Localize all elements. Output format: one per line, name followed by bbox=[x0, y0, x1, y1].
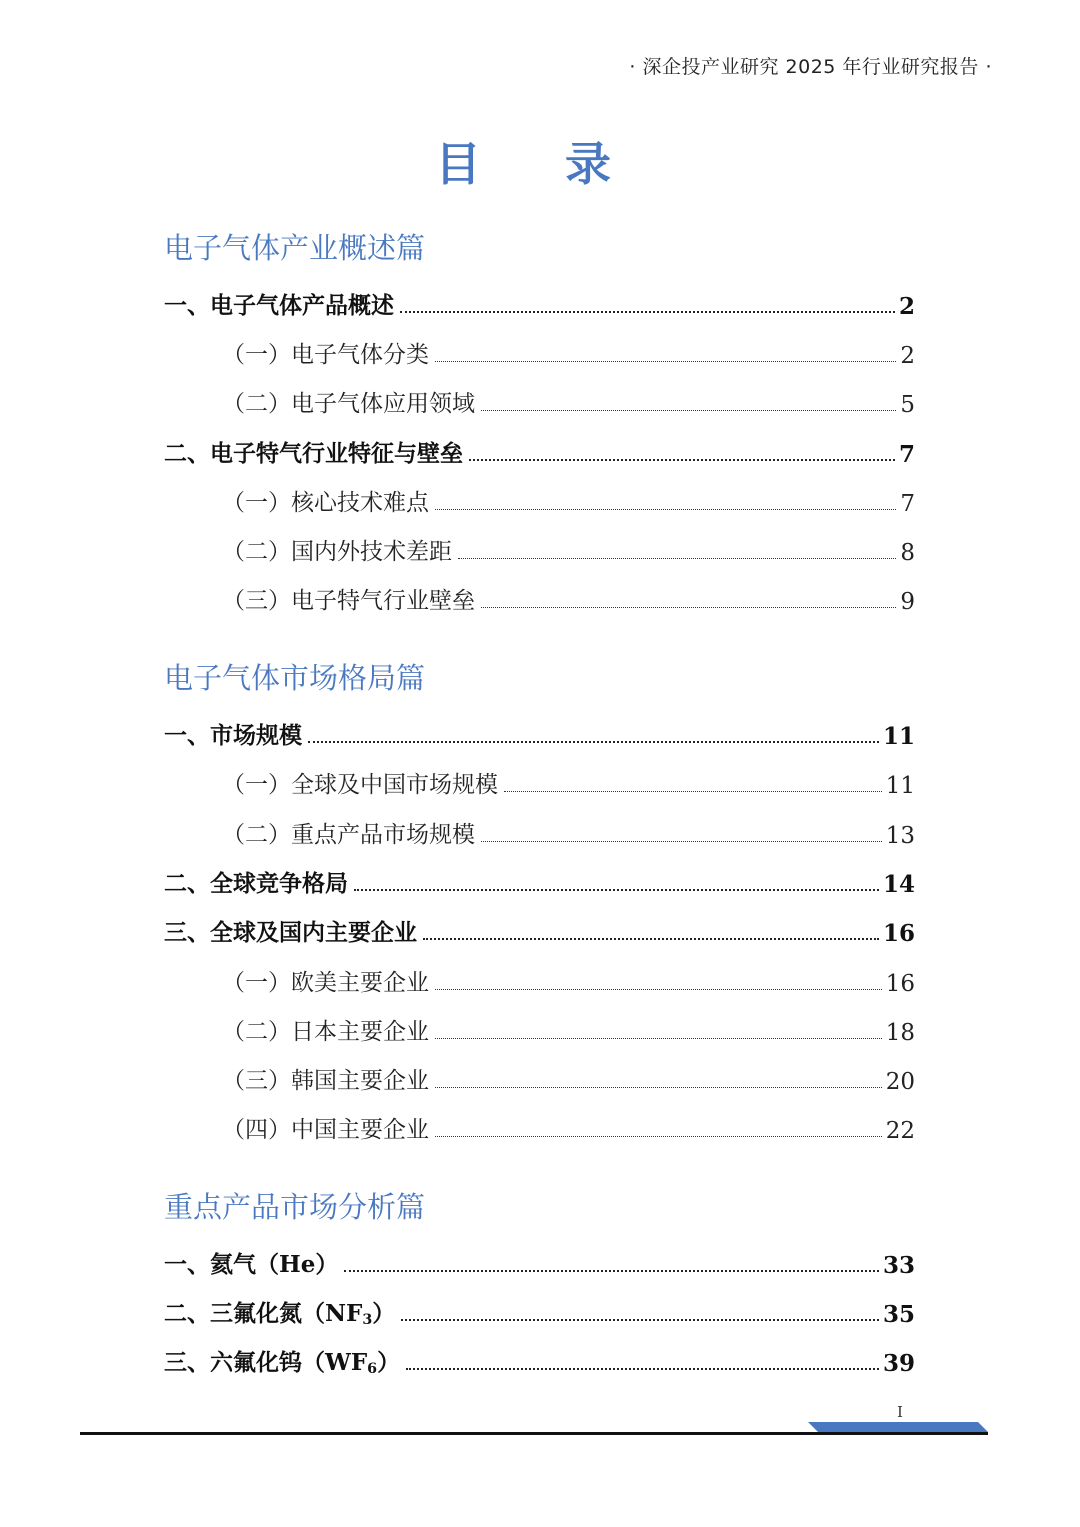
toc-entry[interactable] bbox=[222, 532, 915, 566]
toc-entry-page: 16 bbox=[882, 920, 915, 947]
dot-leader bbox=[435, 1038, 882, 1039]
toc-entry-label: 二、电子特气行业特征与壁垒 bbox=[164, 440, 463, 467]
toc-entry-label: 三、全球及国内主要企业 bbox=[164, 919, 417, 946]
toc-entry-page: 13 bbox=[885, 823, 915, 849]
dot-leader bbox=[435, 509, 896, 510]
dot-leader bbox=[400, 311, 895, 313]
dot-leader bbox=[469, 459, 895, 461]
section-title-overview: 电子气体产业概述篇 bbox=[164, 231, 426, 265]
dot-leader bbox=[435, 1136, 882, 1137]
toc-entry[interactable] bbox=[164, 286, 915, 320]
toc-entry-label: （四）中国主要企业 bbox=[222, 1117, 429, 1143]
toc-entry[interactable] bbox=[222, 1061, 915, 1095]
toc-entry-label: （二）重点产品市场规模 bbox=[222, 822, 475, 848]
toc-entry-label: （二）国内外技术差距 bbox=[222, 539, 452, 565]
toc-entry[interactable] bbox=[222, 1110, 915, 1144]
toc-entry[interactable] bbox=[164, 716, 915, 750]
toc-entry[interactable] bbox=[222, 384, 915, 418]
footer-accent-bar bbox=[808, 1422, 988, 1432]
dot-leader bbox=[435, 989, 882, 990]
toc-title: 目 录 bbox=[434, 137, 645, 191]
dot-leader bbox=[435, 1087, 882, 1088]
dot-leader bbox=[406, 1368, 879, 1370]
toc-entry-label: （一）电子气体分类 bbox=[222, 342, 429, 368]
toc-entry[interactable] bbox=[222, 483, 915, 517]
toc-entry-label: （三）电子特气行业壁垒 bbox=[222, 588, 475, 614]
dot-leader bbox=[344, 1270, 879, 1272]
dot-leader bbox=[504, 791, 882, 792]
dot-leader bbox=[481, 410, 896, 411]
dot-leader bbox=[458, 558, 896, 559]
toc-entry-label-end: ） bbox=[372, 1300, 396, 1327]
toc-entry-page: 33 bbox=[882, 1252, 915, 1279]
toc-entry-page: 20 bbox=[885, 1069, 915, 1095]
toc-entry-page: 7 bbox=[898, 441, 915, 468]
dot-leader bbox=[401, 1319, 879, 1321]
dot-leader bbox=[354, 889, 879, 891]
section-title-products: 重点产品市场分析篇 bbox=[164, 1190, 426, 1224]
toc-entry-label-main: 二、三氟化氮（NF bbox=[164, 1300, 363, 1327]
toc-entry-page: 11 bbox=[885, 773, 915, 799]
toc-entry-label: 一、电子气体产品概述 bbox=[164, 292, 394, 319]
toc-entry-page: 35 bbox=[882, 1301, 915, 1328]
toc-entry[interactable] bbox=[222, 335, 915, 369]
section-title-market: 电子气体市场格局篇 bbox=[164, 661, 426, 695]
toc-entry[interactable] bbox=[164, 1343, 915, 1377]
toc-entry-page: 2 bbox=[898, 293, 915, 320]
toc-entry-page: 9 bbox=[900, 589, 915, 615]
toc-entry-label: 一、市场规模 bbox=[164, 722, 302, 749]
toc-entry[interactable] bbox=[222, 815, 915, 849]
toc-entry-page: 5 bbox=[900, 392, 915, 418]
report-header: · 深企投产业研究 2025 年行业研究报告 · bbox=[629, 56, 992, 78]
toc-entry-page: 14 bbox=[882, 871, 915, 898]
toc-entry-label: （二）电子气体应用领域 bbox=[222, 391, 475, 417]
dot-leader bbox=[481, 841, 882, 842]
toc-entry-label: 二、全球竞争格局 bbox=[164, 870, 348, 897]
toc-entry-page: 2 bbox=[900, 343, 915, 369]
toc-entry[interactable] bbox=[164, 913, 915, 947]
dot-leader bbox=[435, 361, 896, 362]
toc-entry-label: （二）日本主要企业 bbox=[222, 1019, 429, 1045]
toc-entry[interactable] bbox=[164, 1294, 915, 1328]
toc-entry-label: （三）韩国主要企业 bbox=[222, 1068, 429, 1094]
toc-entry[interactable] bbox=[222, 765, 915, 799]
dot-leader bbox=[308, 741, 879, 743]
toc-entry-page: 8 bbox=[900, 540, 915, 566]
dot-leader bbox=[423, 938, 879, 940]
toc-entry-label: （一）全球及中国市场规模 bbox=[222, 772, 498, 798]
toc-entry-label-main: 三、六氟化钨（WF bbox=[164, 1349, 368, 1376]
page-number: I bbox=[897, 1403, 903, 1421]
toc-entry-page: 22 bbox=[885, 1118, 915, 1144]
toc-entry-page: 7 bbox=[900, 491, 915, 517]
toc-entry[interactable] bbox=[164, 1245, 915, 1279]
toc-entry-page: 16 bbox=[885, 971, 915, 997]
toc-entry-label-subscript: 6 bbox=[367, 1361, 378, 1377]
toc-entry-label-end: ） bbox=[377, 1349, 401, 1376]
toc-entry-label bbox=[164, 1344, 402, 1377]
toc-entry[interactable] bbox=[222, 581, 915, 615]
toc-entry-label: 一、氦气（He） bbox=[164, 1251, 339, 1278]
toc-entry-page: 18 bbox=[885, 1020, 915, 1046]
toc-entry[interactable] bbox=[222, 963, 915, 997]
toc-entry-page: 11 bbox=[882, 723, 915, 750]
toc-entry[interactable] bbox=[164, 434, 915, 468]
footer-rule bbox=[80, 1432, 988, 1435]
toc-entry-label bbox=[164, 1295, 397, 1328]
toc-entry-label-subscript: 3 bbox=[362, 1312, 373, 1328]
toc-entry[interactable] bbox=[222, 1012, 915, 1046]
dot-leader bbox=[481, 607, 896, 608]
toc-entry-label: （一）核心技术难点 bbox=[222, 490, 429, 516]
toc-entry-page: 39 bbox=[882, 1350, 915, 1377]
toc-entry[interactable] bbox=[164, 864, 915, 898]
toc-entry-label: （一）欧美主要企业 bbox=[222, 970, 429, 996]
